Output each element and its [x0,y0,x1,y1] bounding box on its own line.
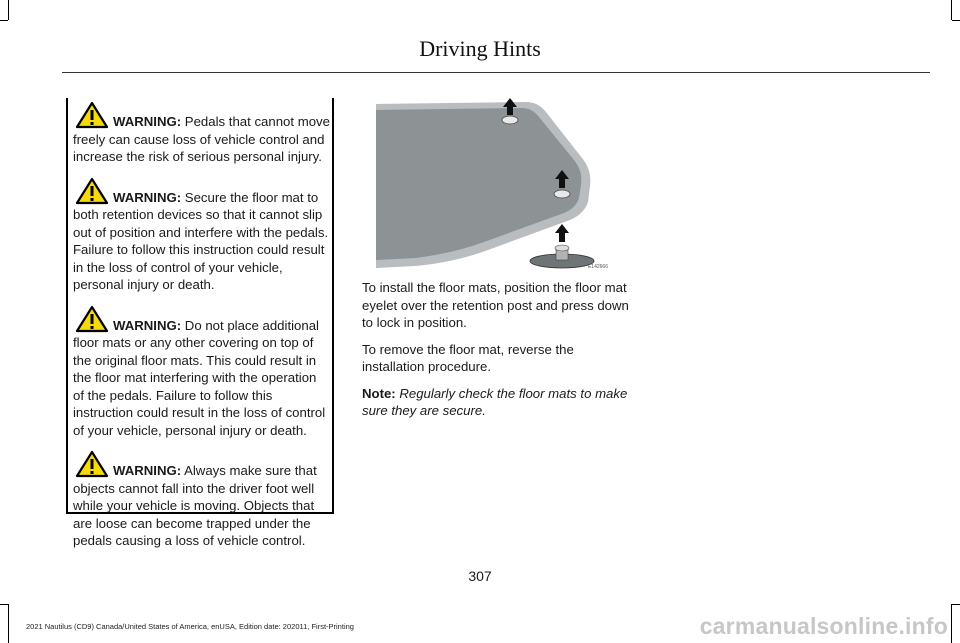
remove-instruction: To remove the floor mat, reverse the installation procedure. [362,341,574,374]
warning-label: WARNING: [113,463,182,478]
header-divider [62,72,930,73]
watermark: carmanualsonline.info [699,613,948,639]
illustration-code: E142666 [587,264,608,270]
floor-mat-illustration [376,98,612,270]
page-number: 307 [468,568,492,584]
warning-triangle-icon [75,450,109,478]
warning-item [73,450,330,550]
crop-mark [952,20,960,21]
crop-mark [8,0,9,20]
crop-mark [0,604,8,605]
crop-mark [0,20,8,21]
note-text: Regularly check the floor mats to make sure they are secure. [362,385,628,418]
crop-mark [8,604,9,643]
crop-mark [952,604,960,605]
warning-triangle-icon [75,101,109,129]
page-title: Driving Hints [419,36,541,61]
warning-item [73,305,330,440]
warning-label: WARNING: [113,189,182,205]
install-instruction: To install the floor mats, position the floor mat eyelet over the retention post and press down to lock in position. [362,280,629,330]
warning-label: WARNING: [113,114,182,129]
arrow-up-icon [555,224,569,242]
edition-footer: 2021 Nautilus (CD9) Canada/United States of America, enUSA, Edition date: 202011, First-Printing [26,622,354,631]
crop-mark [951,604,952,643]
note-label: Note: [362,385,396,401]
warning-text: Pedals that cannot move freely can cause loss of vehicle control and increase the risk of serious personal injury. [73,114,330,164]
warning-text: Secure the floor mat to both retention devices so that it cannot slip out of position and interfere with the pedals. Failure to follow this instruction could result in the loss of control of your vehicle, personal injury or death. [73,189,329,292]
warning-text: Always make sure that objects cannot fall into the driver foot well while your vehicle is moving. Objects that are loose can become trapped under the pedals causing a loss of vehicle control. [73,463,317,548]
warning-triangle-icon [75,177,109,205]
warnings-box [66,98,334,548]
instructions [362,279,636,429]
crop-mark [951,0,952,20]
warning-text: Do not place additional floor mats or any other covering on top of the original floor mats. This could result in the floor mat interfering with the operation of the pedals. Failure to follow this instruction could result in the loss of control of your vehicle, personal injury or death. [73,317,326,438]
note [362,385,636,420]
warning-item [73,101,330,166]
warning-item [73,177,330,294]
warning-triangle-icon [75,305,109,333]
warning-label: WARNING: [113,317,182,333]
